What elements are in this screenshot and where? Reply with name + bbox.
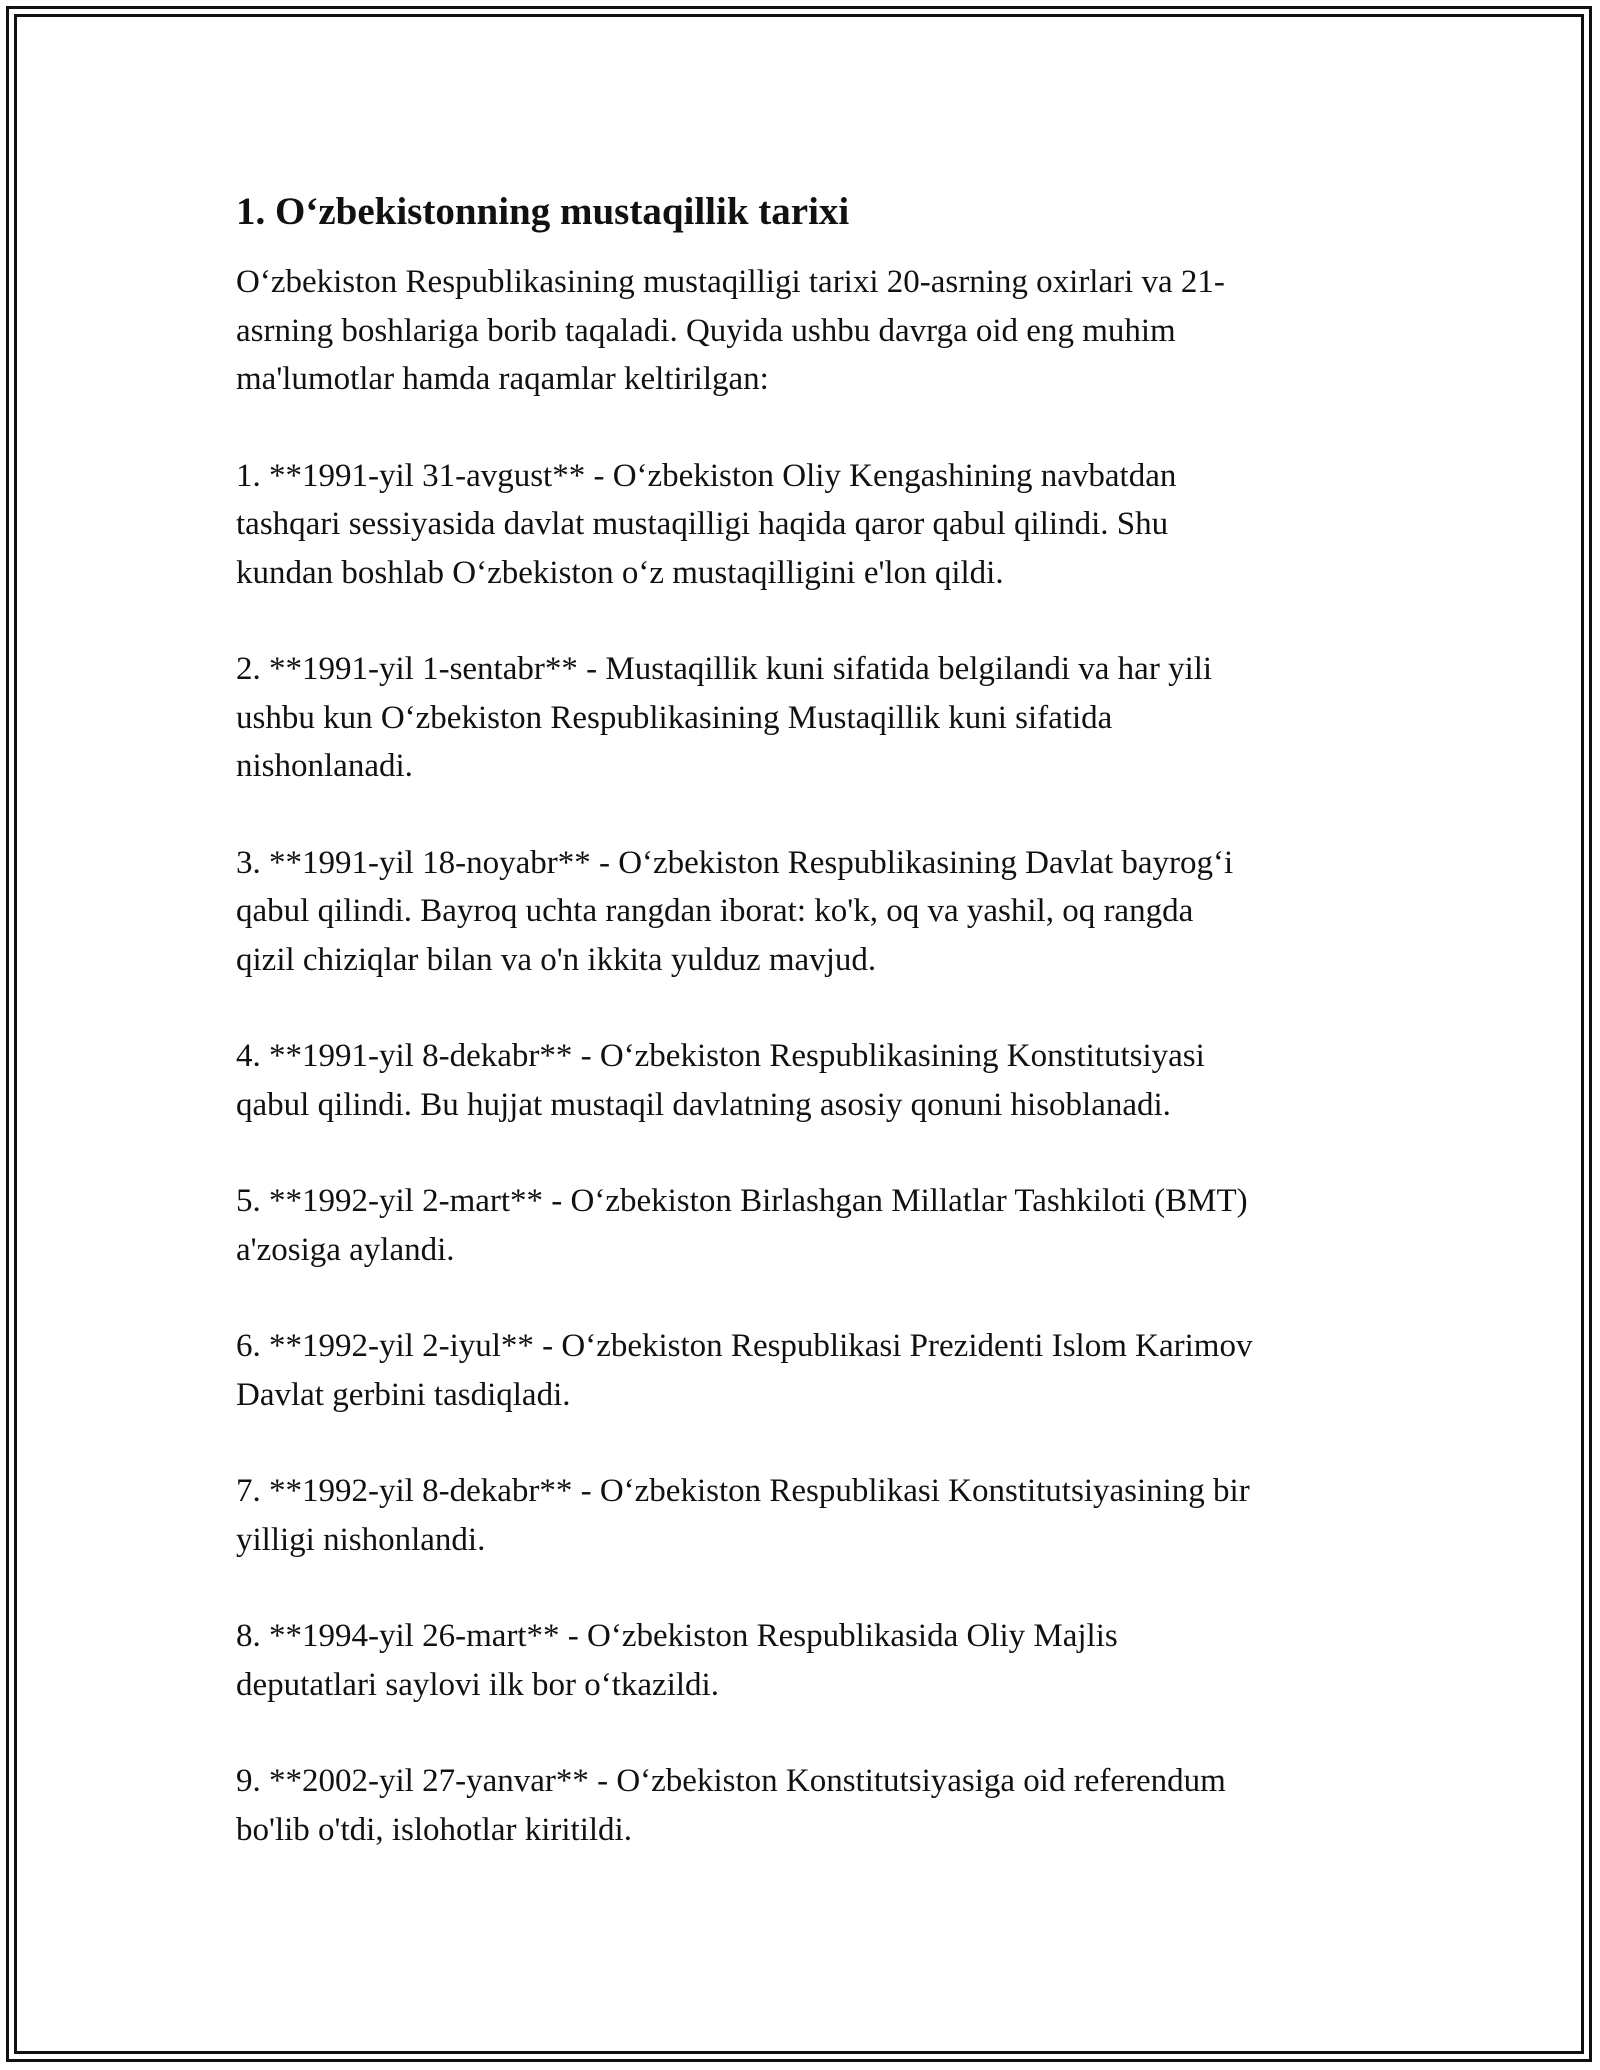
list-item-4: 4. **1991-yil 8-dekabr** - O‘zbekiston Respublikasining Konstitutsiyasi qabul qilindi. Bu hujjat mustaqil davlatning asosiy qonuni hisoblanadi. <box>236 1038 1205 1123</box>
list-item-6: 6. **1992-yil 2-iyul** - O‘zbekiston Respublikasi Prezidenti Islom Karimov Davlat gerbini tasdiqladi. <box>236 1328 1253 1413</box>
list-item-3: 3. **1991-yil 18-noyabr** - O‘zbekiston Respublikasining Davlat bayrog‘i qabul qilindi. Bayroq uchta rangdan iborat: ko'k, oq va yashil, oq rangda qizil chiziqlar bilan va o'n ikkita yulduz mavjud. <box>236 844 1234 978</box>
intro-paragraph: O‘zbekiston Respublikasining mustaqilligi tarixi 20-asrning oxirlari va 21- asrning boshlariga borib taqaladi. Quyida ushbu davrga oid eng muhim ma'lumotlar hamda raqamlar keltirilgan: <box>236 264 1225 397</box>
list-item-5: 5. **1992-yil 2-mart** - O‘zbekiston Birlashgan Millatlar Tashkiloti (BMT) a'zosiga aylandi. <box>236 1183 1248 1268</box>
list-item-2: 2. **1991-yil 1-sentabr** - Mustaqillik kuni sifatida belgilandi va har yili ushbu kun O‘zbekiston Respublikasining Mustaqillik kuni sifatida nishonlanadi. <box>236 651 1213 784</box>
document-title: 1. O‘zbekistonning mustaqillik tarixi <box>236 190 850 233</box>
list-item-9: 9. **2002-yil 27-yanvar** - O‘zbekiston Konstitutsiyasiga oid referendum bo'lib o'tdi, islohotlar kiritildi. <box>236 1763 1226 1848</box>
list-item-1: 1. **1991-yil 31-avgust** - O‘zbekiston Oliy Kengashining navbatdan tashqari sessiyasida davlat mustaqilligi haqida qaror qabul qilindi. Shu kundan boshlab O‘zbekiston o‘z mustaqilligini e'lon qildi. <box>236 457 1177 591</box>
list-item-8: 8. **1994-yil 26-mart** - O‘zbekiston Respublikasida Oliy Majlis deputatlari saylovi ilk bor o‘tkazildi. <box>236 1618 1118 1703</box>
document-body <box>236 186 1376 1902</box>
list-item-7: 7. **1992-yil 8-dekabr** - O‘zbekiston Respublikasi Konstitutsiyasining bir yilligi nishonlandi. <box>236 1473 1250 1558</box>
